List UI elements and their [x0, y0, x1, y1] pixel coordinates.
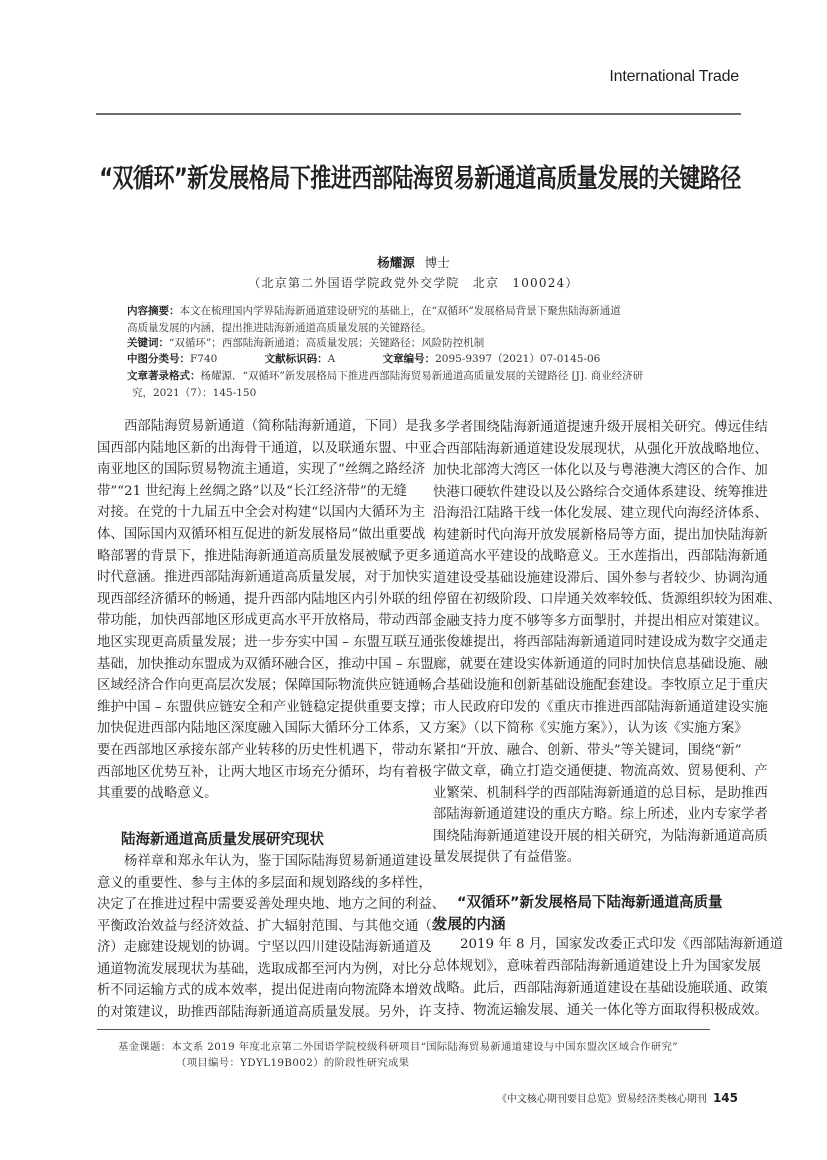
intro-paragraph-line: 带”“21 世纪海上丝绸之路”以及“长江经济带”的无缝 [97, 483, 407, 499]
intro-paragraph-line: 地区实现更高质量发展；进一步夯实中国 – 东盟互联互通 [97, 635, 434, 650]
research-status-line: 意义的重要性、参与主体的多层面和规划路线的多样性， [97, 875, 432, 891]
intro-paragraph-line: 要在西部地区承接东部产业转移的历史性机遇下，带动东 [97, 743, 432, 758]
running-head: International Trade [609, 68, 739, 85]
intro-paragraph-line: 带功能，加快西部地区形成更高水平开放格局，带动西部 [97, 613, 432, 629]
research-status-cont-line: 合基础设施和创新基础设施配套建设。李牧原立足于重庆 [433, 678, 768, 693]
section-heading-connotation-2: 发展的内涵 [433, 917, 506, 933]
citation-text-2: 究，2021（7）：145-150 [132, 387, 257, 399]
research-status-cont-line: 业繁荣、机制科学的西部陆海新通道的总目标，是助推西 [433, 785, 768, 801]
abstract-text-1: 本文在梳理国内学界陆海新通道建设研究的基础上，在“双循环”发展格局背景下聚焦陆海新通道 [179, 305, 621, 317]
intro-paragraph-line: 维护中国 – 东盟供应链安全和产业链稳定提供重要支撑； [97, 699, 434, 715]
intro-paragraph-line: 区域经济合作向更高层次发展；保障国际物流供应链通畅， [97, 678, 446, 694]
research-status-cont-line: 紧扣“开放、融合、创新、带头”等关键词，围绕“新” [433, 742, 742, 758]
intro-paragraph-line: 国西部内陆地区新的出海骨干通道，以及联通东盟、中亚、 [97, 440, 446, 456]
header-rule [96, 113, 741, 115]
author-affiliation: （北京第二外国语学院政党外交学院 北京 100024） [248, 276, 579, 290]
research-status-cont-line: 方案》（以下简称《实施方案》），认为该《实施方案》 [433, 721, 748, 736]
intro-paragraph-line: 略部署的背景下，推进陆海新通道高质量发展被赋予更多 [97, 548, 432, 564]
abstract [127, 303, 707, 337]
research-status-cont-line: 量发展提供了有益借鉴。 [433, 850, 581, 865]
intro-paragraph-line: 体、国际国内双循环相互促进的新发展格局”做出重要战 [97, 527, 426, 542]
funding-note-line-2: （项目编号：YDYL19B002）的阶段性研究成果 [176, 1057, 410, 1069]
footnote-rule [97, 1029, 710, 1030]
clc-label: 中图分类号： [127, 353, 190, 365]
research-status-cont-line: 张俊雄提出，将西部陆海新通道同时建设成为数字交通走 [433, 635, 768, 650]
doc-code-value: A [327, 353, 336, 365]
classification [127, 351, 707, 368]
research-status-cont-line: 加快北部湾大湾区一体化以及与粤港澳大湾区的合作、加 [433, 463, 768, 478]
research-status-line: 析不同运输方式的成本效率，提出促进南向物流降本增效 [97, 983, 432, 998]
research-status-line: 济）走廊建设规划的协调。宁坚以四川建设陆海新通道及 [97, 940, 432, 955]
research-status-cont-line: 围绕陆海新通道建设开展的相关研究，为陆海新通道高质 [433, 828, 768, 844]
author-degree: 博士 [424, 255, 450, 270]
research-status-line: 杨祥章和郑永年认为，鉴于国际陆海贸易新通道建设 [124, 854, 432, 869]
intro-paragraph-line: 西部地区优势互补，让两大地区市场充分循环，均有着极 [97, 764, 432, 780]
intro-paragraph-line: 时代意涵。推进西部陆海新通道高质量发展，对于加快实 [97, 570, 432, 586]
intro-paragraph-line: 对接。在党的十九届五中全会对构建“以国内大循环为主 [97, 505, 426, 521]
funding-label: 基金课题： [118, 1041, 172, 1053]
article-no-label: 文章编号： [382, 353, 436, 365]
section-heading-research-status: 陆海新通道高质量发展研究现状 [121, 832, 324, 848]
section-heading-connotation-1: “双循环”新发展格局下陆海新通道高质量 [457, 895, 723, 911]
research-status-cont-line: 市人民政府印发的《重庆市推进西部陆海新通道建设实施 [433, 699, 768, 715]
connotation-paragraph-line: 支持、物流运输发展、通关一体化等方面取得积极成效。 [433, 1003, 768, 1018]
intro-paragraph-line: 南亚地区的国际贸易物流主通道，实现了“丝绸之路经济 [97, 462, 426, 478]
research-status-cont-line: 廊，就要在建设实体新通道的同时加快信息基础设施、融 [433, 656, 768, 672]
intro-paragraph-line: 基础，加快推动东盟成为双循环融合区，推动中国 – 东盟 [97, 656, 434, 672]
research-status-cont-line: 沿海沿江陆路干线一体化发展、建立现代向海经济体系、 [433, 506, 768, 521]
citation-label: 文章著录格式： [127, 370, 201, 382]
research-status-line: 决定了在推进过程中需要妥善处理央地、地方之间的利益、 [97, 897, 446, 912]
connotation-paragraph-line: 战略。此后，西部陆海新通道建设在基础设施联通、政策 [433, 981, 768, 996]
keywords-text: “双循环”；西部陆海新通道；高质量发展；关键路径；风险防控机制 [169, 337, 485, 349]
journal-index-note: 《中文核心期刊要目总览》贸易经济类核心期刊 [496, 1094, 707, 1105]
research-status-line: 的对策建议，助推西部陆海新通道高质量发展。另外，许 [97, 1004, 432, 1020]
keywords-label: 关键词： [127, 337, 169, 349]
author-name: 杨耀源 [377, 255, 415, 270]
abstract-label: 内容摘要： [127, 305, 180, 317]
article-title: “双循环”新发展格局下推进西部陆海贸易新通道高质量发展的关键路径 [99, 163, 741, 193]
intro-paragraph-line: 现西部经济循环的畅通，提升西部内陆地区内引外联的纽 [97, 591, 432, 607]
intro-paragraph-line: 西部陆海贸易新通道（简称陆海新通道，下同）是我 [124, 419, 432, 434]
funding-text: 本文系 2019 年度北京第二外国语学院校级科研项目“国际陆海贸易新通道建设与中国东盟次区域合作研究” [171, 1041, 678, 1053]
page-footer [497, 1090, 738, 1105]
clc-value: F740 [190, 353, 218, 365]
research-status-line: 通道物流发展现状为基础，选取成都至河内为例，对比分 [97, 961, 432, 977]
article-no-value: 2095-9397（2021）07-0145-06 [435, 353, 601, 365]
research-status-cont-line: 部陆海新通道建设的重庆方略。综上所述，业内专家学者 [433, 807, 768, 822]
research-status-cont-line: 通道高水平建设的战略意义。王水莲指出，西部陆海新通 [433, 549, 768, 564]
keywords [127, 335, 707, 352]
connotation-paragraph-line: 总体规划》，意味着西部陆海新通道建设上升为国家发展 [433, 959, 762, 974]
funding-note-line-1 [118, 1040, 678, 1055]
abstract-text-2: 高质量发展的内涵，提出推进陆海新通道高质量发展的关键路径。 [127, 322, 432, 334]
author-line [0, 253, 827, 271]
research-status-cont-line: 道建设受基础设施建设滞后、国外参与者较少、协调沟通 [433, 570, 768, 586]
doc-code-label: 文献标识码： [264, 353, 328, 365]
page-number: 145 [712, 1091, 738, 1105]
research-status-cont-line: 停留在初级阶段、口岸通关效率较低、货源组织较为困难、 [433, 592, 782, 607]
intro-paragraph-line: 加快促进西部内陆地区深度融入国际大循环分工体系，又 [97, 721, 432, 737]
citation-text-1: 杨耀源．“双循环”新发展格局下推进西部陆海贸易新通道高质量发展的关键路径 [J]. 商业经济研 [200, 370, 644, 382]
connotation-paragraph-line: 2019 年 8 月，国家发改委正式印发《西部陆海新通道 [460, 937, 784, 952]
research-status-cont-line: 合西部陆海新通道建设发展现状，从强化开放战略地位、 [433, 441, 768, 457]
research-status-cont-line: 金融支持力度不够等多方面掣肘，并提出相应对策建议。 [433, 613, 768, 629]
intro-paragraph-line: 其重要的战略意义。 [97, 786, 218, 802]
citation-format [127, 368, 707, 402]
research-status-cont-line: 构建新时代向海开放发展新格局等方面，提出加快陆海新 [433, 527, 768, 543]
research-status-cont-line: 字做文章，确立打造交通便捷、物流高效、贸易便利、产 [433, 764, 768, 779]
research-status-cont-line: 多学者围绕陆海新通道提速升级开展相关研究。傅远佳结 [433, 420, 768, 435]
research-status-cont-line: 快港口硬软件建设以及公路综合交通体系建设、统筹推进 [433, 484, 768, 500]
research-status-line: 平衡政治效益与经济效益、扩大辐射范围、与其他交通（经 [97, 918, 446, 934]
